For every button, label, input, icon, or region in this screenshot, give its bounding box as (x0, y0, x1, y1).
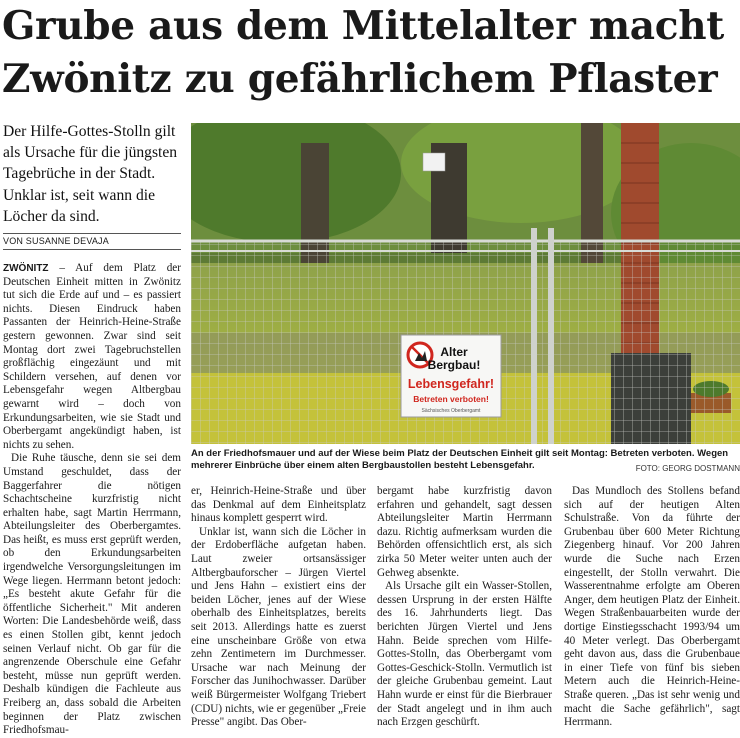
paragraph: Unklar ist, wann sich die Löcher in der Erdoberfläche aufgetan haben. Laut zweier ortsansässiger Altbergbauforscher – Jürgen Viertel und Jens Hahn – existiert eins der beiden Löcher, jenes auf der Wiese oberhalb des Einheitsplatzes, bereits seit 2013. Allerdings hatte es zuerst eine unscheinbare Größe von etwa zehn Zentimetern im Durchmesser. Ursache war nach Meinung der Forscher das Junihochwasser. Darüber weiß Bürgermeister Wolfgang Triebert (CDU) nichts, wie er gegenüber „Freie Presse" angibt. Das Ober- (191, 525, 366, 729)
paragraph (3, 262, 181, 452)
headline-line-2: Zwönitz zu gefährlichem Pflaster (2, 56, 718, 102)
body-column-2 (377, 485, 552, 730)
warning-sign (401, 335, 501, 417)
headline (0, 0, 740, 106)
paragraph: bergamt habe kurzfristig davon erfahren und gehandelt, sagt dessen Abteilungsleiter Martin Herrmann dazu. Richtig aufmerksam wurden die Behörden offensichtlich erst, als sich zirka 50 Meter weiter unten auch der Gehweg absenkte. (377, 485, 552, 579)
paragraph: er, Heinrich-Heine-Straße und über das Denkmal auf dem Einheitsplatz hinaus komplett gesperrt wird. (191, 485, 366, 525)
sign-line-1: Alter (440, 345, 468, 359)
body-column-3 (564, 485, 740, 730)
left-body (0, 262, 181, 738)
teaser: Der Hilfe-Gottes-Stolln gilt als Ursache für die jüngsten Tagebrüche in der Stadt. Unklar ist, seit wann die Löcher da sind. (3, 123, 178, 225)
sign-line-4: Betreten verboten! (413, 394, 489, 404)
photo-credit: FOTO: GEORG DOSTMANN (635, 464, 740, 473)
sign-line-3: Lebensgefahr! (407, 377, 495, 391)
photo-caption: An der Friedhofsmauer und auf der Wiese beim Platz der Deutschen Einheit gilt seit Montag: Betreten verboten. Wegen mehrerer Einbrüche über einem alten Bergbaustollen besteht Lebensgefahr. (191, 448, 729, 471)
photo-illustration (191, 123, 740, 444)
body-column-1 (191, 485, 366, 730)
sign-line-5: Sächsisches Oberbergamt (421, 408, 481, 414)
paragraph: Die Ruhe täusche, denn sie sei dem Umstand geschuldet, dass der Baggerfahrer die nötigen Schachtscheine kurzfristig nicht erhalten habe, sagt Martin Herrmann, Abteilungsleiter des Oberbergamtes. Das heißt, es muss erst geprüft werden, ob den Erkundungsarbeiten irgendwelche Versorgungsleitungen im Wege liegen. Herrmann betont jedoch: „Es besteht akute Gefahr für die öffentliche Sicherheit." Mit anderen Worten: Die Landesbehörde weiß, dass es einen Stollen gibt, kennt jedoch seinen Verlauf nicht. Ob gar für die angrenzende Oberschule eine Gefahr besteht, müsse nun geprüft werden. Deshalb kündigen die Fachleute aus Freiberg an, dass sobald die Arbeiten beginnen der Platz zwischen Friedhofsmau- (3, 452, 181, 737)
paragraph: Das Mundloch des Stollens befand sich auf der heutigen Alten Schulstraße. Von da führte der Grubenbau über 600 Meter Richtung Ziegenberg hinauf. Vor 200 Jahren wurde die Suche nach Erzen eingestellt, der Stolln verwahrt. Die Wasserentnahme erfolgte am Oberen Anger, dem heutigen Platz der Einheit. Wegen Straßenbauarbeiten wurde der dortige Einstiegsschacht 1993/94 um 40 Meter verlegt. Das Oberbergamt geht davon aus, dass die Grubenbaue in einer Tiefe von fünf bis sieben Metern auch die Heinrich-Heine-Straße queren. „Das ist sehr wenig und macht die Sache gefährlich", sagt Herrmann. (564, 485, 740, 729)
article-photo (191, 123, 740, 444)
byline: VON SUSANNE DEVAJA (3, 233, 181, 250)
left-column (0, 121, 181, 738)
headline-line-1: Grube aus dem Mittelalter macht (2, 3, 724, 49)
paragraph: Als Ursache gilt ein Wasser-Stollen, dessen Ursprung in der ersten Hälfte des 16. Jahrhunderts liegt. Das berichten Jürgen Viertel und Jens Hahn. Beide sprechen vom Hilfe-Gottes-Stolln, das Oberbergamt vom Gottes-Geschick-Stolln. Vermutlich ist der gleiche Grubenbau gemeint. Laut Hahn wurde er einst für die Bierbrauer der Stadt angelegt und in ihm auch nach Erzgen geschürft. (377, 580, 552, 729)
paragraph-text: – Auf dem Platz der Deutschen Einheit mitten in Zwönitz tut sich die Erde auf und – es passiert nichts. Diesen Eindruck haben Passanten der Heinrich-Heine-Straße gestern gewonnen. Zwar sind seit Montag dort zwei Tagebruchstellen großflächig eingezäunt und mit Schildern versehen, auf denen vor Lebensgefahr wegen Altbergbau gewarnt wird – doch von Erkundungsarbeiten, wie sie Stadt und Oberbergamt angekündigt haben, ist nichts zu sehen. (3, 262, 181, 451)
sign-line-2: Bergbau! (427, 358, 481, 372)
dateline: ZWÖNITZ (3, 263, 49, 275)
